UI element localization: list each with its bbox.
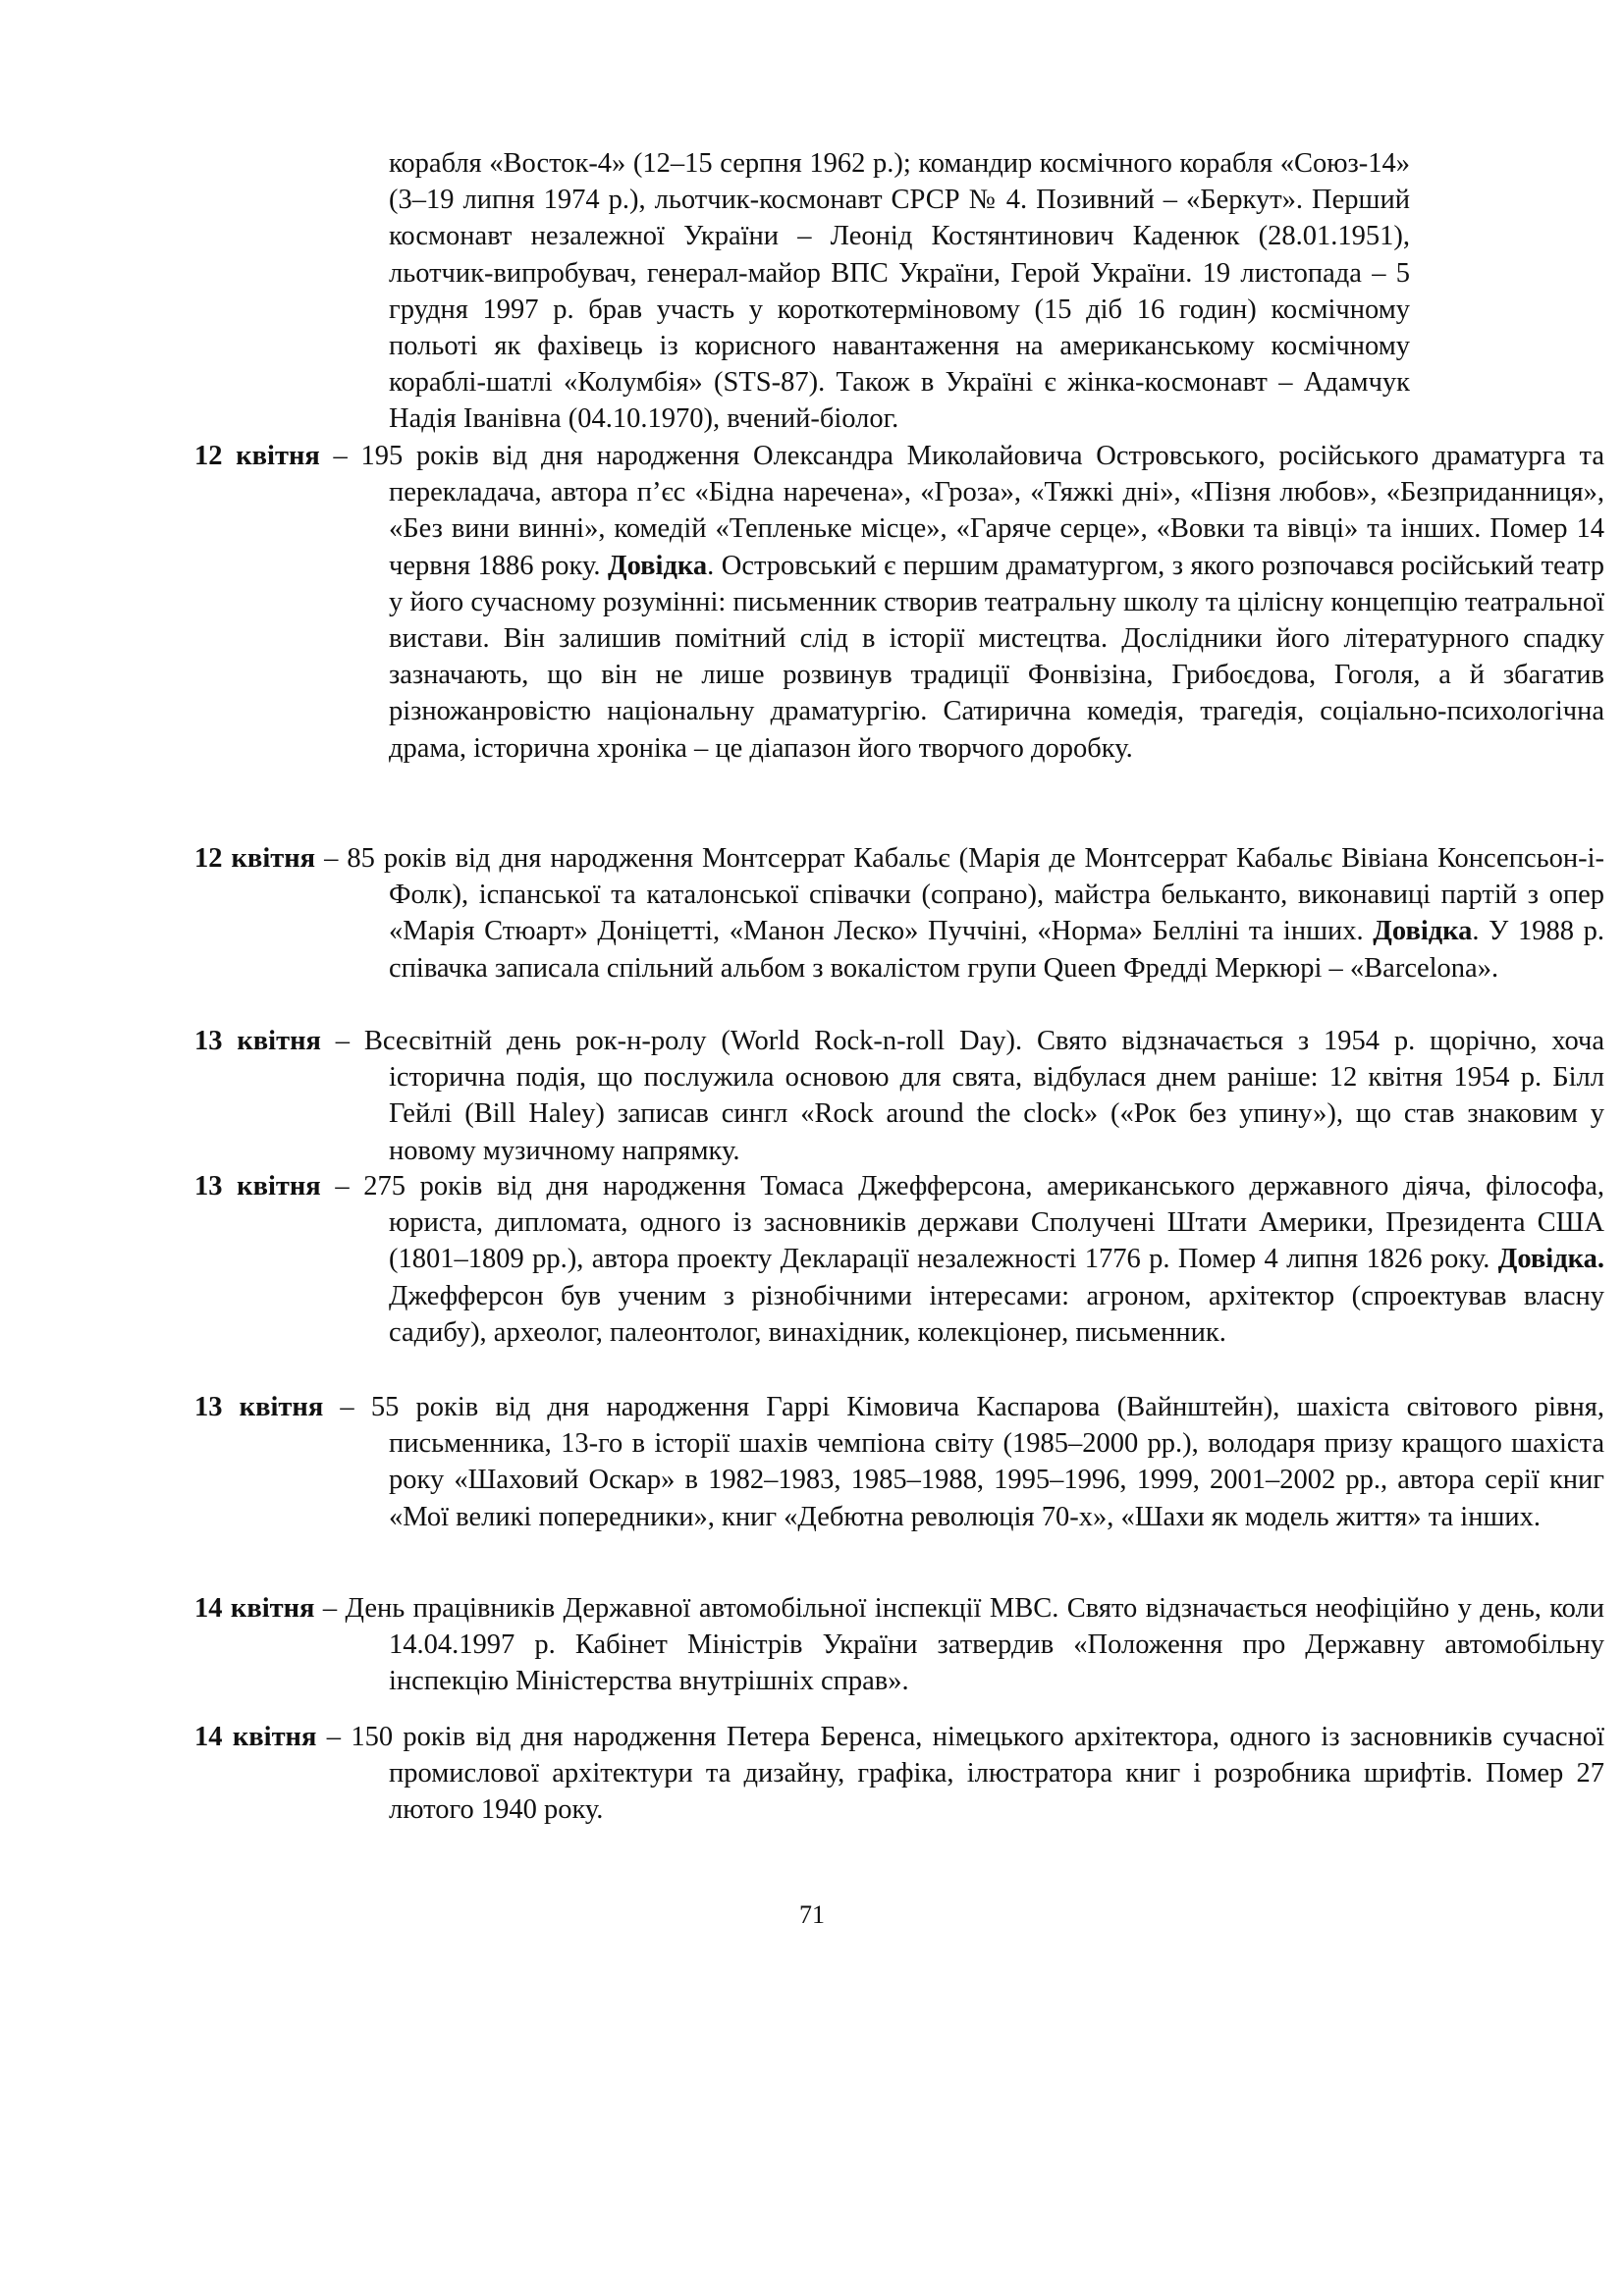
entry-dai-day bbox=[194, 1590, 1604, 1700]
entry-text: – 195 років від дня народження Олександра Миколайовича Островського, російського драматурга та перекладача, автора п’єс «Бідна наречена», «Гроза», «Тяжкі дні», «Пізня любов», «Безприданниця», «Без вини винні», комедій «Тепленьке місце», «Гаряче серце», «Вовки та вівці» та інших. Помер 14 червня 1886 року. bbox=[319, 441, 1604, 581]
entry-date: 13 квітня bbox=[194, 1026, 321, 1056]
entry-date: 12 квітня bbox=[194, 843, 316, 874]
entry-date: 13 квітня bbox=[194, 1392, 324, 1422]
entry-date: 14 квітня bbox=[194, 1722, 317, 1752]
entry-date: 13 квітня bbox=[194, 1171, 321, 1201]
entry-note-label: Довідка bbox=[608, 550, 708, 581]
entry-text: – День працівників Державної автомобільної інспекції МВС. Свято відзначається неофіційно у день, коли 14.04.1997 р. Кабінет Міністрів України затвердив «Положення про Державну автомобільну інспекцію Міністерства внутрішніх справ». bbox=[314, 1593, 1604, 1697]
entry-note-label: Довідка. bbox=[1497, 1244, 1604, 1275]
entry-note: Джефферсон був ученим з різнобічними інтересами: агроном, архітектор (спроектував власну садибу), археолог, палеонтолог, винахідник, колекціонер, письменник. bbox=[389, 1280, 1604, 1348]
entry-behrens bbox=[194, 1719, 1604, 1829]
entry-text: – 275 років від дня народження Томаса Джефферсона, американського державного діяча, філософа, юриста, дипломата, одного із засновників держави Сполучені Штати Америки, Президента США (1801–1809 рр.), автора проекту Декларації незалежності 1776 р. Помер 4 липня 1826 року. bbox=[320, 1171, 1604, 1275]
entry-date: 14 квітня bbox=[194, 1593, 315, 1624]
entry-text: – 150 років від дня народження Петера Беренса, німецького архітектора, одного із засновників сучасної промислової архітектури та дизайну, графіка, ілюстратора книг і розробника шрифтів. Помер 27 лютого 1940 року. bbox=[316, 1722, 1604, 1826]
entry-caballe bbox=[194, 840, 1604, 987]
entry-jefferson bbox=[194, 1168, 1604, 1351]
entry-text: – 85 років від дня народження Монтсеррат Кабальє (Марія де Монтсеррат Кабальє Вівіана Консепсьон-і-Фолк), іспанської та каталонської співачки (сопрано), майстра бельканто, виконавиці партій з опер «Марія Стюарт» Доніцетті, «Манон Леско» Пуччіні, «Норма» Белліні та інших. bbox=[315, 843, 1604, 947]
page-number: 71 bbox=[799, 1900, 825, 1929]
continuation-paragraph: корабля «Восток-4» (12–15 серпня 1962 р.); командир космічного корабля «Союз-14» (3–19 липня 1974 р.), льотчик-космонавт СРСР № 4. Позивний – «Беркут». Перший космонавт незалежної України – Леонід Костянтинович Каденюк (28.01.1951), льотчик-випробувач, генерал-майор ВПС України, Герой України. 19 листопада – 5 грудня 1997 р. брав участь у короткотерміновому (15 діб 16 годин) космічному польоті як фахівець із корисного навантаження на американському космічному кораблі-шатлі «Колумбія» (STS-87). Також в Україні є жінка-космонавт – Адамчук Надія Іванівна (04.10.1970), вчений-біолог. bbox=[389, 148, 1410, 435]
entry-note: . Островський є першим драматургом, з якого розпочався російський театр у його сучасному розумінні: письменник створив театральну школу та цілісну концепцію театральної вистави. Він залишив помітний слід в історії мистецтва. Дослідники його літературного спадку зазначають, що він не лише розвинув традиції Фонвізіна, Грибоєдова, Гоголя, а й збагатив різножанровістю національну драматургію. Сатирична комедія, трагедія, соціально-психологічна драма, історична хроніка – це діапазон його творчого доробку. bbox=[389, 550, 1604, 764]
entry-note-label: Довідка bbox=[1373, 916, 1473, 947]
entry-date: 12 квітня bbox=[194, 441, 320, 471]
entry-note: . У 1988 р. співачка записала спільний альбом з вокалістом групи Queen Фредді Меркюрі – «Barcelona». bbox=[389, 916, 1604, 984]
entry-text: – 55 років від дня народження Гаррі Кімовича Каспарова (Вайнштейн), шахіста світового рівня, письменника, 13-го в історії шахів чемпіона світу (1985–2000 рр.), володаря призу кращого шахіста року «Шаховий Оскар» в 1982–1983, 1985–1988, 1995–1996, 1999, 2001–2002 рр., автора серії книг «Мої великі попередники», книг «Дебютна революція 70-х», «Шахи як модель життя» та інших. bbox=[323, 1392, 1604, 1532]
entry-text: – Всесвітній день рок-н-ролу (World Rock-n-roll Day). Свято відзначається з 1954 р. щорічно, хоча історична подія, що послужила основою для свята, відбулася днем раніше: 12 квітня 1954 р. Білл Гейлі (Bill Haley) записав сингл «Rock around the clock» («Рок без упину»), що став знаковим у новому музичному напрямку. bbox=[320, 1026, 1604, 1166]
entry-ostrovsky bbox=[194, 438, 1604, 767]
entry-rock-n-roll-day bbox=[194, 1023, 1604, 1169]
entry-kasparov bbox=[194, 1389, 1604, 1535]
